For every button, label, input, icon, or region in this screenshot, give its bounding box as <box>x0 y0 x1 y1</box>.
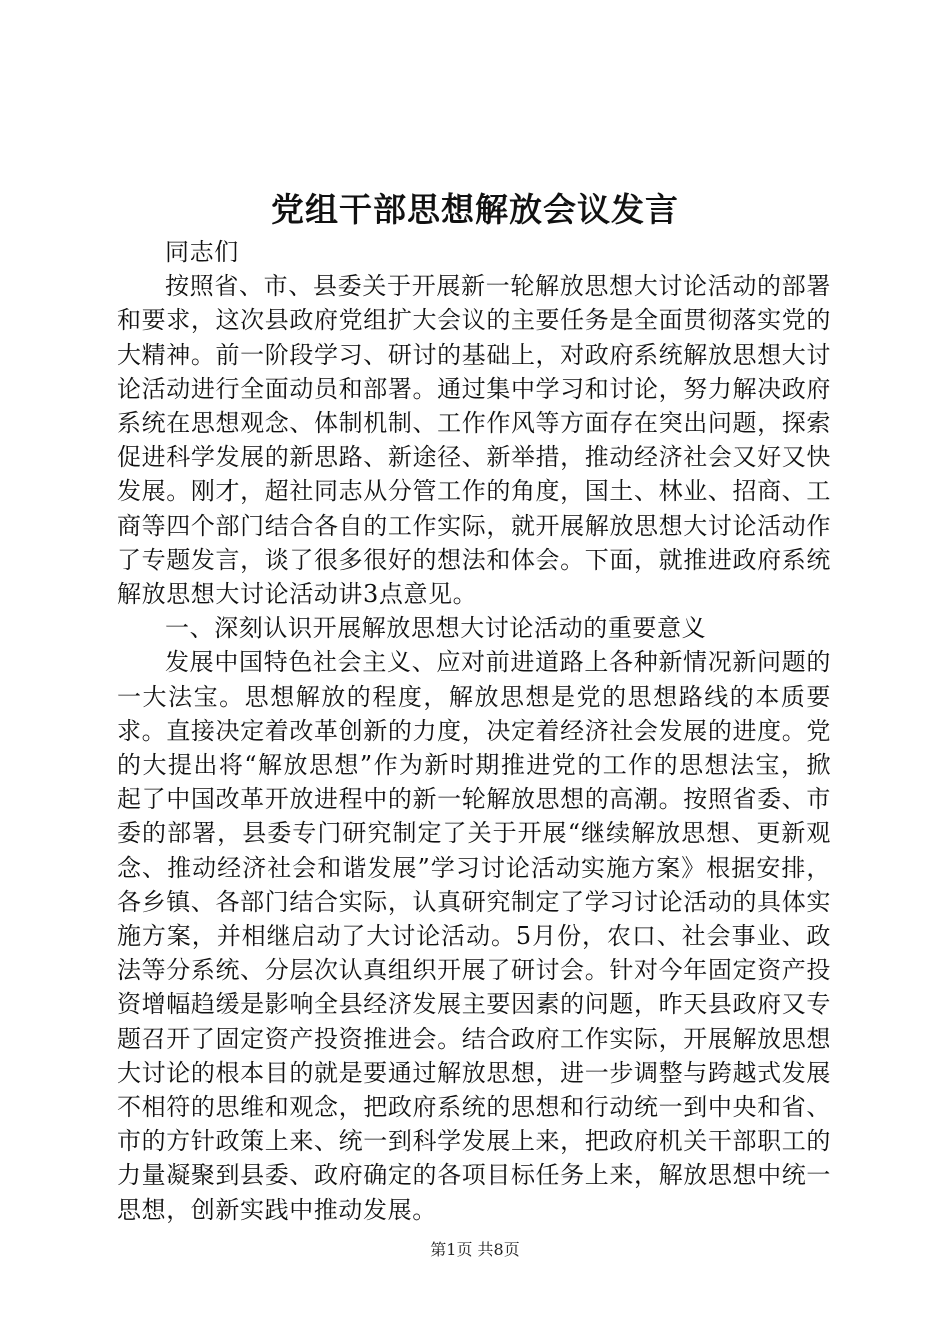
section-heading-1: 一、深刻认识开展解放思想大讨论活动的重要意义 <box>165 614 707 643</box>
document-body <box>117 235 831 1227</box>
salutation: 同志们 <box>165 238 239 266</box>
paragraph-section-1: 发展中国特色社会主义、应对前进道路上各种新情况新问题的一大法宝。思想解放的程度，解放思想是党的思想路线的本质要求。直接决定着改革创新的力度，决定着经济社会发展的进度。党的大提出将“解放思想”作为新时期推进党的工作的思想法宝，掀起了中国改革开放进程中的新一轮解放思想的高潮。按照省委、市委的部署，县委专门研究制定了关于开展“继续解放思想、更新观念、推动经济社会和谐发展”学习讨论活动实施方案》根据安排，各乡镇、各部门结合实际，认真研究制定了学习讨论活动的具体实施方案，并相继启动了大讨论活动。5月份，农口、社会事业、政法等分系统、分层次认真组织开展了研讨会。针对今年固定资产投资增幅趋缓是影响全县经济发展主要因素的问题，昨天县政府又专题召开了固定资产投资推进会。结合政府工作实际，开展解放思想大讨论的根本目的就是要通过解放思想，进一步调整与跨越式发展不相符的思维和观念，把政府系统的思想和行动统一到中央和省、市的方针政策上来、统一到科学发展上来，把政府机关干部职工的力量凝聚到县委、政府确定的各项目标任务上来，解放思想中统一思想，创新实践中推动发展。 <box>117 648 831 1224</box>
document-title: 党组干部思想解放会议发言 <box>271 190 679 229</box>
paragraph-intro: 按照省、市、县委关于开展新一轮解放思想大讨论活动的部署和要求，这次县政府党组扩大会议的主要任务是全面贯彻落实党的大精神。前一阶段学习、研讨的基础上，对政府系统解放思想大讨论活动进行全面动员和部署。通过集中学习和讨论，努力解决政府系统在思想观念、体制机制、工作作风等方面存在突出问题，探索促进科学发展的新思路、新途径、新举措，推动经济社会又好又快发展。刚才，超社同志从分管工作的角度，国土、林业、招商、工商等四个部门结合各自的工作实际，就开展解放思想大讨论活动作了专题发言，谈了很多很好的想法和体会。下面，就推进政府系统解放思想大讨论活动讲3点意见。 <box>117 272 831 609</box>
page-number-footer: 第1页 共8页 <box>430 1240 520 1259</box>
